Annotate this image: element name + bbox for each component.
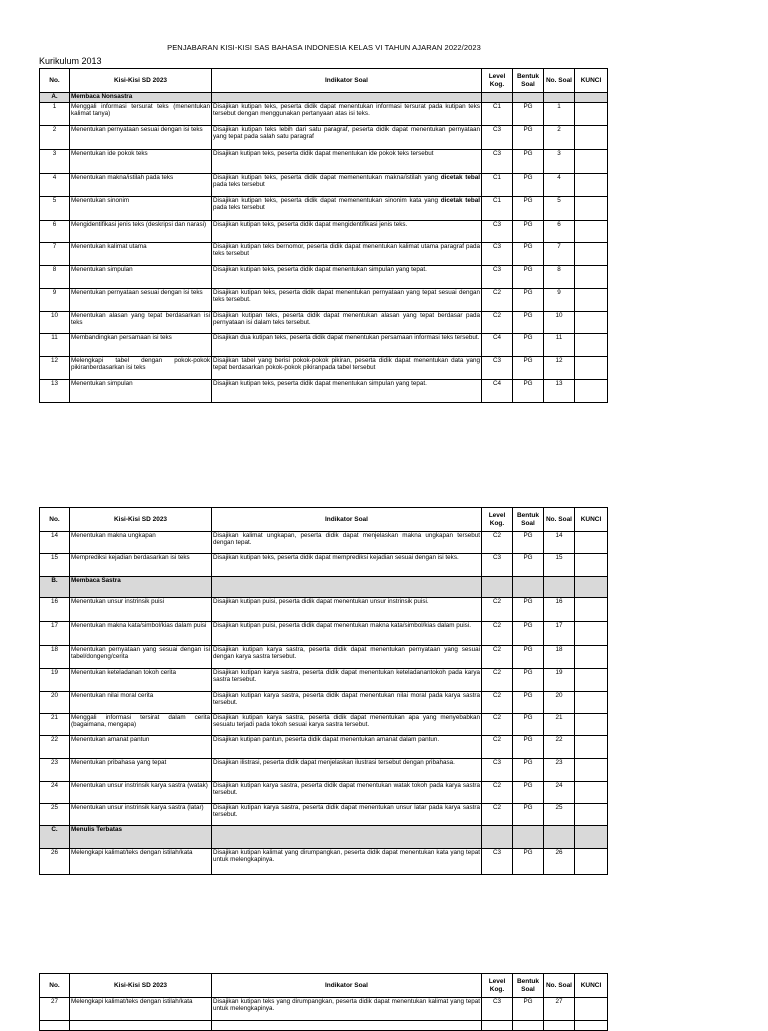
section-empty-cell <box>575 577 608 598</box>
cell-indikator: Disajikan kutipan teks, peserta didik dapat mengidentifikasi jenis teks. <box>212 221 482 243</box>
cell-nosoal: 9 <box>544 289 575 312</box>
emphasis-text: dicetak tebal <box>440 197 481 204</box>
section-row <box>40 826 608 849</box>
cell-nosoal: 10 <box>544 312 575 334</box>
cell-indikator: Disajikan kutipan karya sastra, peserta didik dapat menentukan pernyataan yang sesuai dengan karya sastra tersebut. <box>212 646 482 669</box>
cell-kisi: Menentukan makna/istilah pada teks <box>70 174 212 197</box>
header-bentuk: Bentuk Soal <box>513 974 544 998</box>
section-row <box>40 93 608 103</box>
cell-bentuk: PG <box>513 554 544 577</box>
cell-indikator: Disajikan dua kutipan teks, peserta didik dapat menentukan persamaan informasi teks tersebut. <box>212 334 482 357</box>
cell-kisi: Menentukan pernyataan yang sesuai dengan isi tabel/dongeng/cerita <box>70 646 212 669</box>
cell-level: C2 <box>482 714 513 736</box>
cell-no: 16 <box>40 598 70 622</box>
section-empty-cell <box>212 93 482 103</box>
cell-no: 7 <box>40 243 70 266</box>
header-kunci: KUNCI <box>575 508 608 532</box>
cell-bentuk: PG <box>513 782 544 804</box>
header-kunci: KUNCI <box>575 69 608 93</box>
cell-no: 10 <box>40 312 70 334</box>
header-kisi: Kisi-Kisi SD 2023 <box>70 974 212 998</box>
header-no: No. <box>40 508 70 532</box>
cell-bentuk: PG <box>513 998 544 1021</box>
table-header-row <box>40 69 608 93</box>
cell-kisi: Melengkapi kalimat/teks dengan istilah/kata <box>70 998 212 1021</box>
cell-bentuk: PG <box>513 804 544 826</box>
cell-nosoal: 2 <box>544 126 575 150</box>
cell-indikator: Disajikan kutipan teks, peserta didik dapat memenentukan makna/istilah yang dicetak tebal pada teks tersebut <box>212 174 482 197</box>
cell-kunci <box>575 849 608 875</box>
cell-nosoal: 4 <box>544 174 575 197</box>
cell-kunci <box>575 174 608 197</box>
cell-bentuk: PG <box>513 289 544 312</box>
cell-indikator: Disajikan kutipan pantun, peserta didik dapat menentukan amanat dalam pantun. <box>212 736 482 759</box>
cell-indikator: Disajikan kutipan teks, peserta didik dapat menentukan alasan yang tepat berdasar pada pernyataan isi dalam teks tersebut. <box>212 312 482 334</box>
cell-nosoal: 7 <box>544 243 575 266</box>
cell-nosoal: 25 <box>544 804 575 826</box>
cell-no: 15 <box>40 554 70 577</box>
cell-level: C2 <box>482 646 513 669</box>
cell-nosoal: 17 <box>544 622 575 646</box>
cell-level: C2 <box>482 622 513 646</box>
cell-indikator: Disajikan kutipan teks, peserta didik dapat menentukan simpulan yang tepat. <box>212 266 482 289</box>
cell-kisi: Mengidentifikasi jenis teks (deskripsi dan narasi) <box>70 221 212 243</box>
cell-indikator: Disajikan kutipan teks yang dirumpangkan, peserta didik dapat menentukan kalimat yang tepat untuk melengkapinya. <box>212 998 482 1021</box>
table-row <box>40 126 608 150</box>
cell-level: C2 <box>482 692 513 714</box>
cell-indikator: Disajikan kutipan teks lebih dari satu paragraf, peserta didik dapat menentukan pernyataan yang tepat pada salah satu paragraf <box>212 126 482 150</box>
cell-bentuk: PG <box>513 197 544 221</box>
cell-nosoal: 19 <box>544 669 575 692</box>
cell-kisi: Menentukan simpulan <box>70 266 212 289</box>
cell-kisi: Menentukan makna kata/simbol/kias dalam puisi <box>70 622 212 646</box>
header-nosoal: No. Soal <box>544 69 575 93</box>
cell-kunci <box>575 243 608 266</box>
cell-kunci <box>575 289 608 312</box>
cell-no: 23 <box>40 759 70 782</box>
cell-kunci <box>575 736 608 759</box>
table-row <box>40 289 608 312</box>
cell-level: C3 <box>482 266 513 289</box>
section-label: Menulis Terbatas <box>70 826 212 849</box>
cell-nosoal: 26 <box>544 849 575 875</box>
header-no: No. <box>40 69 70 93</box>
cell-indikator: Disajikan kutipan teks, peserta didik dapat menentukan simpulan yang tepat. <box>212 380 482 403</box>
cell-level <box>482 1021 513 1031</box>
cell-indikator: Disajikan ilistrasi, peserta didik dapat menjelaskan ilustrasi tersebut dengan pribahasa. <box>212 759 482 782</box>
cell-no: 8 <box>40 266 70 289</box>
cell-bentuk: PG <box>513 126 544 150</box>
cell-level: C2 <box>482 598 513 622</box>
section-empty-cell <box>513 826 544 849</box>
cell-kisi: Menentukan unsur instrinsik puisi <box>70 598 212 622</box>
cell-kisi: Melengkapi tabel dengan pokok-pokok pikiranberdasarkan isi teks <box>70 357 212 380</box>
cell-kisi: Menentukan simpulan <box>70 380 212 403</box>
cell-indikator: Disajikan kutipan teks, peserta didik dapat menentukan pernyataan yang tepat sesuai dengan teks tersebut. <box>212 289 482 312</box>
cell-kunci <box>575 759 608 782</box>
table-row <box>40 998 608 1021</box>
table-row <box>40 334 608 357</box>
cell-level: C3 <box>482 759 513 782</box>
cell-level: C3 <box>482 849 513 875</box>
cell-indikator: Disajikan kutipan puisi, peserta didik dapat menentukan makna kata/simbol/kias dalam puisi. <box>212 622 482 646</box>
cell-kunci <box>575 598 608 622</box>
cell-bentuk: PG <box>513 849 544 875</box>
cell-kunci <box>575 103 608 126</box>
table-row <box>40 736 608 759</box>
document-title: PENJABARAN KISI-KISI SAS BAHASA INDONESIA KELAS VI TAHUN AJARAN 2022/2023 <box>167 43 481 52</box>
section-empty-cell <box>544 826 575 849</box>
table-row <box>40 646 608 669</box>
table-row <box>40 554 608 577</box>
section-empty-cell <box>482 577 513 598</box>
cell-nosoal: 11 <box>544 334 575 357</box>
cell-nosoal: 14 <box>544 532 575 554</box>
cell-bentuk: PG <box>513 103 544 126</box>
table-row <box>40 174 608 197</box>
cell-no: 22 <box>40 736 70 759</box>
cell-indikator: Disajikan kutipan puisi, peserta didik dapat menentukan unsur instrinsik puisi. <box>212 598 482 622</box>
cell-no: 17 <box>40 622 70 646</box>
cell-kisi: Membandingkan persamaan isi teks <box>70 334 212 357</box>
cell-bentuk: PG <box>513 714 544 736</box>
section-empty-cell <box>212 826 482 849</box>
table-row <box>40 266 608 289</box>
cell-kisi: Menentukan keteladanan tokoh cerita <box>70 669 212 692</box>
cell-bentuk: PG <box>513 622 544 646</box>
table-row <box>40 312 608 334</box>
cell-bentuk: PG <box>513 759 544 782</box>
table-header-row <box>40 508 608 532</box>
section-empty-cell <box>513 577 544 598</box>
cell-indikator: Disajikan kutipan karya sastra, peserta didik dapat menentukan watak tokoh pada karya sastra tersebut. <box>212 782 482 804</box>
cell-level: C2 <box>482 782 513 804</box>
cell-kunci <box>575 554 608 577</box>
cell-indikator: Disajikan tabel yang berisi pokok-pokok pikiran, peserta didik dapat menentukan data yang tepat berdasarkan pokok-pokok pikiranpada tabel tersebut <box>212 357 482 380</box>
kisi-kisi-table <box>39 68 608 403</box>
table-row <box>40 804 608 826</box>
cell-nosoal: 6 <box>544 221 575 243</box>
cell-nosoal: 12 <box>544 357 575 380</box>
cell-no: 20 <box>40 692 70 714</box>
cell-level: C3 <box>482 126 513 150</box>
cell-nosoal: 1 <box>544 103 575 126</box>
table-row <box>40 357 608 380</box>
cell-bentuk: PG <box>513 736 544 759</box>
cell-kisi: Menentukan kalimat utama <box>70 243 212 266</box>
section-empty-cell <box>482 826 513 849</box>
section-empty-cell <box>575 826 608 849</box>
section-row <box>40 577 608 598</box>
cell-bentuk <box>513 1021 544 1031</box>
section-empty-cell <box>544 93 575 103</box>
cell-bentuk: PG <box>513 334 544 357</box>
cell-no: 14 <box>40 532 70 554</box>
cell-bentuk: PG <box>513 692 544 714</box>
cell-bentuk: PG <box>513 266 544 289</box>
cell-nosoal: 21 <box>544 714 575 736</box>
section-empty-cell <box>212 577 482 598</box>
cell-indikator: Disajikan kutipan karya sastra, peserta didik dapat menentukan apa yang menyebabkan sesuatu terjadi pada tokoh sesuai karya sastra tersebut. <box>212 714 482 736</box>
cell-bentuk: PG <box>513 598 544 622</box>
curriculum-label: Kurikulum 2013 <box>39 56 102 66</box>
cell-no: 27 <box>40 998 70 1021</box>
table-row <box>40 1021 608 1031</box>
cell-nosoal: 22 <box>544 736 575 759</box>
cell-kunci <box>575 197 608 221</box>
kisi-kisi-table <box>39 507 608 875</box>
cell-level: C3 <box>482 150 513 174</box>
cell-kunci <box>575 380 608 403</box>
header-indikator: Indikator Soal <box>212 974 482 998</box>
cell-no: 5 <box>40 197 70 221</box>
cell-kisi: Menentukan makna ungkapan <box>70 532 212 554</box>
cell-kunci <box>575 669 608 692</box>
cell-nosoal: 20 <box>544 692 575 714</box>
cell-no: 11 <box>40 334 70 357</box>
cell-indikator: Disajikan kalimat ungkapan, peserta didik dapat menjelaskan makna ungkapan tersebut dengan tepat. <box>212 532 482 554</box>
table-row <box>40 150 608 174</box>
table-row <box>40 103 608 126</box>
cell-bentuk: PG <box>513 357 544 380</box>
header-level: Level Kog. <box>482 974 513 998</box>
section-empty-cell <box>544 577 575 598</box>
cell-kunci <box>575 692 608 714</box>
emphasis-text: dicetak tebal <box>440 174 480 181</box>
header-level: Level Kog. <box>482 508 513 532</box>
cell-kisi: Melengkapi kalimat/teks dengan istilah/kata <box>70 849 212 875</box>
table-row <box>40 532 608 554</box>
cell-indikator: Disajikan kutipan karya sastra, peserta didik dapat menentukan keteladanantokoh pada karya sastra tersebut. <box>212 669 482 692</box>
section-empty-cell <box>482 93 513 103</box>
cell-kunci <box>575 312 608 334</box>
cell-no: 25 <box>40 804 70 826</box>
cell-kisi: Menentukan pernyataan sesuai dengan isi teks <box>70 126 212 150</box>
section-label: Membaca Sastra <box>70 577 212 598</box>
cell-no: 9 <box>40 289 70 312</box>
cell-indikator: Disajikan kutipan karya sastra, peserta didik dapat menentukan nilai moral pada karya sastra tersebut. <box>212 692 482 714</box>
cell-nosoal: 13 <box>544 380 575 403</box>
table-row <box>40 221 608 243</box>
table-row <box>40 622 608 646</box>
cell-no: 18 <box>40 646 70 669</box>
table-row <box>40 714 608 736</box>
cell-no: 12 <box>40 357 70 380</box>
cell-nosoal: 24 <box>544 782 575 804</box>
cell-level: C1 <box>482 103 513 126</box>
header-bentuk: Bentuk Soal <box>513 508 544 532</box>
cell-nosoal: 8 <box>544 266 575 289</box>
kisi-kisi-table <box>39 973 608 1031</box>
cell-no: 4 <box>40 174 70 197</box>
cell-kisi: Menentukan nilai moral cerita <box>70 692 212 714</box>
cell-kisi: Menggali informasi tersirat dalam cerita (bagaimana, mengapa) <box>70 714 212 736</box>
cell-kisi: Menentukan amanat pantun <box>70 736 212 759</box>
cell-indikator: Disajikan kutipan teks, peserta didik dapat memenentukan sinonim kata yang dicetak tebal pada teks tersebut <box>212 197 482 221</box>
cell-no: 19 <box>40 669 70 692</box>
cell-indikator: Disajikan kutipan teks, peserta didik dapat menentukan informasi tersurat pada kutipan teks tersebut dengan menggunakan pertanyaan atas isi teks. <box>212 103 482 126</box>
cell-level: C3 <box>482 221 513 243</box>
header-kisi: Kisi-Kisi SD 2023 <box>70 69 212 93</box>
cell-nosoal: 15 <box>544 554 575 577</box>
cell-no: 26 <box>40 849 70 875</box>
cell-nosoal: 27 <box>544 998 575 1021</box>
cell-kunci <box>575 804 608 826</box>
header-bentuk: Bentuk Soal <box>513 69 544 93</box>
cell-level: C3 <box>482 998 513 1021</box>
cell-level: C2 <box>482 669 513 692</box>
cell-level: C2 <box>482 804 513 826</box>
cell-nosoal <box>544 1021 575 1031</box>
cell-level: C3 <box>482 357 513 380</box>
section-empty-cell <box>575 93 608 103</box>
cell-kisi <box>70 1021 212 1031</box>
cell-kisi: Menentukan unsur instrinsik karya sastra (latar) <box>70 804 212 826</box>
cell-kisi: Menentukan pernyataan sesuai dengan isi teks <box>70 289 212 312</box>
cell-bentuk: PG <box>513 669 544 692</box>
cell-no: 21 <box>40 714 70 736</box>
cell-indikator: Disajikan kutipan teks, peserta didik dapat memprediksi kejadian sesuai dengan isi teks. <box>212 554 482 577</box>
section-number: A. <box>40 93 70 103</box>
cell-level: C3 <box>482 243 513 266</box>
table-row <box>40 243 608 266</box>
cell-kunci <box>575 622 608 646</box>
header-indikator: Indikator Soal <box>212 69 482 93</box>
table-row <box>40 598 608 622</box>
cell-level: C2 <box>482 312 513 334</box>
cell-level: C3 <box>482 554 513 577</box>
cell-bentuk: PG <box>513 532 544 554</box>
header-kisi: Kisi-Kisi SD 2023 <box>70 508 212 532</box>
cell-nosoal: 18 <box>544 646 575 669</box>
table-row <box>40 197 608 221</box>
table-row <box>40 849 608 875</box>
cell-indikator <box>212 1021 482 1031</box>
table-row <box>40 380 608 403</box>
cell-level: C4 <box>482 380 513 403</box>
cell-no: 3 <box>40 150 70 174</box>
cell-kisi: Menentukan alasan yang tepat berdasarkan isi teks <box>70 312 212 334</box>
cell-kunci <box>575 646 608 669</box>
cell-bentuk: PG <box>513 150 544 174</box>
cell-bentuk: PG <box>513 174 544 197</box>
cell-level: C1 <box>482 174 513 197</box>
cell-indikator: Disajikan kutipan teks bernomor, peserta didik dapat menentukan kalimat utama paragraf pada teks tersebut <box>212 243 482 266</box>
cell-level: C1 <box>482 197 513 221</box>
cell-no: 6 <box>40 221 70 243</box>
table-row <box>40 692 608 714</box>
section-label: Membaca Nonsastra <box>70 93 212 103</box>
cell-nosoal: 3 <box>544 150 575 174</box>
cell-bentuk: PG <box>513 380 544 403</box>
header-kunci: KUNCI <box>575 974 608 998</box>
table-header-row <box>40 974 608 998</box>
table-row <box>40 759 608 782</box>
cell-nosoal: 23 <box>544 759 575 782</box>
header-level: Level Kog. <box>482 69 513 93</box>
cell-kunci <box>575 357 608 380</box>
cell-no: 24 <box>40 782 70 804</box>
cell-level: C2 <box>482 532 513 554</box>
cell-bentuk: PG <box>513 312 544 334</box>
cell-kunci <box>575 221 608 243</box>
cell-kunci <box>575 1021 608 1031</box>
cell-kisi: Menentukan unsur instrinsik karya sastra (watak) <box>70 782 212 804</box>
cell-bentuk: PG <box>513 221 544 243</box>
cell-bentuk: PG <box>513 646 544 669</box>
section-number: B. <box>40 577 70 598</box>
section-empty-cell <box>513 93 544 103</box>
cell-kisi: Menentukan sinonim <box>70 197 212 221</box>
cell-no <box>40 1021 70 1031</box>
cell-indikator: Disajikan kutipan kalimat yang dirumpangkan, peserta didik dapat menentukan kata yang tepat untuk melengkapinya. <box>212 849 482 875</box>
cell-indikator: Disajikan kutipan karya sastra, peserta didik dapat menentukan unsur latar pada karya sastra tersebut. <box>212 804 482 826</box>
cell-kunci <box>575 782 608 804</box>
header-indikator: Indikator Soal <box>212 508 482 532</box>
cell-kisi: Menggali informasi tersurat teks (menentukan kalimat tanya) <box>70 103 212 126</box>
cell-kunci <box>575 714 608 736</box>
cell-nosoal: 5 <box>544 197 575 221</box>
header-nosoal: No. Soal <box>544 508 575 532</box>
cell-no: 2 <box>40 126 70 150</box>
cell-kisi: Menentukan pribahasa yang tepat <box>70 759 212 782</box>
cell-kunci <box>575 334 608 357</box>
cell-indikator: Disajikan kutipan teks, peserta didik dapat menentukan ide pokok teks tersebut <box>212 150 482 174</box>
cell-kunci <box>575 150 608 174</box>
header-nosoal: No. Soal <box>544 974 575 998</box>
cell-no: 1 <box>40 103 70 126</box>
cell-nosoal: 16 <box>544 598 575 622</box>
cell-level: C4 <box>482 334 513 357</box>
cell-kunci <box>575 998 608 1021</box>
table-row <box>40 669 608 692</box>
section-number: C. <box>40 826 70 849</box>
header-no: No. <box>40 974 70 998</box>
cell-kunci <box>575 532 608 554</box>
cell-bentuk: PG <box>513 243 544 266</box>
table-row <box>40 782 608 804</box>
cell-kunci <box>575 266 608 289</box>
cell-level: C2 <box>482 289 513 312</box>
cell-kisi: Menentukan ide pokok teks <box>70 150 212 174</box>
cell-kunci <box>575 126 608 150</box>
cell-kisi: Memprediksi kejadian berdasarkan isi teks <box>70 554 212 577</box>
cell-level: C2 <box>482 736 513 759</box>
cell-no: 13 <box>40 380 70 403</box>
